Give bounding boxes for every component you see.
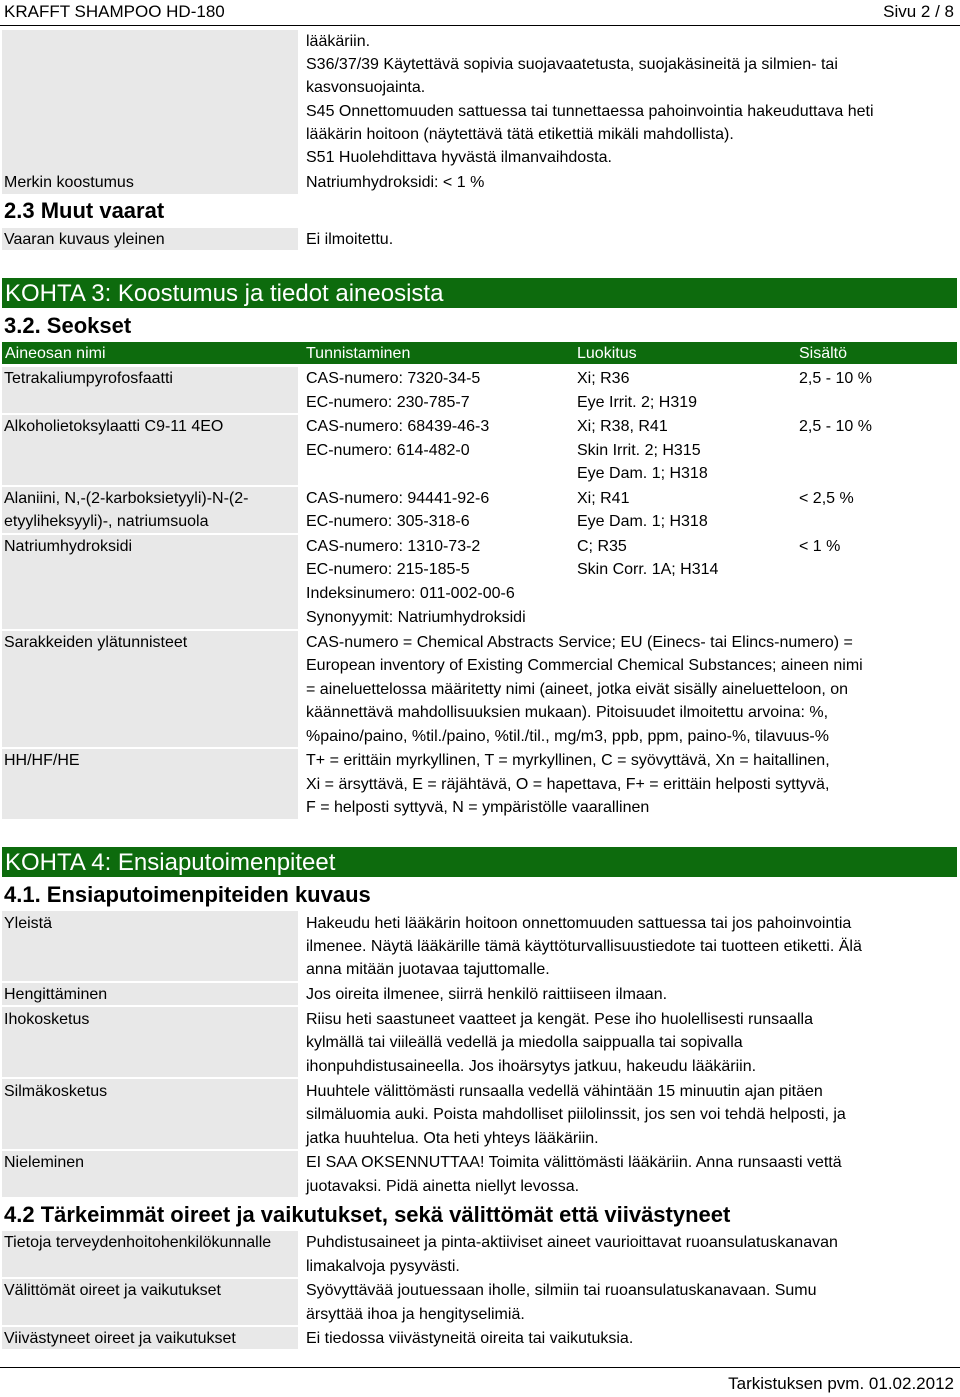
merkin-value: Natriumhydroksidi: < 1 %	[306, 174, 485, 191]
item-label: Silmäkosketus	[4, 1083, 108, 1100]
section3-title: KOHTA 3: Koostumus ja tiedot aineosista	[5, 280, 444, 307]
ingredient-content: 2,5 - 10 %	[799, 418, 872, 435]
item-label: Ihokosketus	[4, 1011, 90, 1028]
item-line: Jos oireita ilmenee, siirrä henkilö raittiiseen ilmaan.	[306, 986, 668, 1003]
ingredient-class: C; R35	[577, 538, 627, 555]
note-line: %paino/paino, %til./paino, %til./til., mg/m3, ppb, ppm, paino-%, tilavuus-%	[306, 728, 829, 745]
ingredient-name: Alkoholietoksylaatti C9-11 4EO	[4, 418, 224, 435]
s-phrase-line: S45 Onnettomuuden sattuessa tai tunnettaessa pahoinvointia hakeuduttava heti	[306, 103, 874, 120]
note-label: HH/HF/HE	[4, 752, 80, 769]
ingredient-name: etyyliheksyyli)-, natriumsuola	[4, 513, 209, 530]
ingredient-content: < 1 %	[799, 538, 841, 555]
ingredient-ident: CAS-numero: 94441-92-6	[306, 490, 490, 507]
ingredient-class: Eye Dam. 1; H318	[577, 465, 708, 482]
item-label: Hengittäminen	[4, 986, 108, 1003]
ingredient-content: 2,5 - 10 %	[799, 370, 872, 387]
note-line: European inventory of Existing Commercial Chemical Substances; aineen nimi	[306, 657, 863, 674]
vaaran-label: Vaaran kuvaus yleinen	[4, 231, 165, 248]
ingredient-ident: Synonyymit: Natriumhydroksidi	[306, 609, 526, 626]
s-phrase-line: S36/37/39 Käytettävä sopivia suojavaatetusta, suojakäsineitä ja silmien- tai	[306, 56, 838, 73]
ingredient-ident: Indeksinumero: 011-002-00-6	[306, 585, 515, 602]
ingredient-class: Eye Dam. 1; H318	[577, 513, 708, 530]
hazard-label-background	[2, 30, 298, 172]
ingredient-name: Natriumhydroksidi	[4, 538, 133, 555]
item-line: kylmällä tai viileällä vedellä ja miedolla saippualla tai sopivalla	[306, 1034, 743, 1051]
merkin-label: Merkin koostumus	[4, 174, 134, 191]
item-label: Tietoja terveydenhoitohenkilökunnalle	[4, 1234, 272, 1251]
note-line: = aineluettelossa määritetty nimi (aineet, jotka eivät sisälly aineluetteloon, on	[306, 681, 849, 698]
item-line: Puhdistusaineet ja pinta-aktiiviset aineet vaurioittavat ruoansulatuskanavan	[306, 1234, 838, 1251]
ingredient-class: Skin Corr. 1A; H314	[577, 561, 719, 578]
item-line: Syövyttävää joutuessaan iholle, silmiin tai ruoansulatuskanavaan. Sumu	[306, 1282, 817, 1299]
col-header-name: Aineosan nimi	[5, 345, 106, 362]
item-line: EI SAA OKSENNUTTAA! Toimita välittömästi lääkäriin. Anna runsaasti vettä	[306, 1154, 842, 1171]
section4-subtitle: 4.1. Ensiaputoimenpiteiden kuvaus	[4, 882, 371, 907]
vaaran-value: Ei ilmoitettu.	[306, 231, 394, 248]
s-phrase-line: lääkäriin.	[306, 33, 371, 50]
ingredient-class: Skin Irrit. 2; H315	[577, 442, 701, 459]
ingredient-ident: CAS-numero: 1310-73-2	[306, 538, 481, 555]
item-line: silmäluomia auki. Poista mahdolliset piilolinssit, jos sen voi tehdä helposti, ja	[306, 1106, 846, 1123]
item-line: ilmenee. Näytä lääkärille tämä käyttöturvallisuustiedote tai tuotteen etiketti. Älä	[306, 938, 862, 955]
section3-subtitle: 3.2. Seokset	[4, 313, 132, 338]
section4-title: KOHTA 4: Ensiaputoimenpiteet	[5, 849, 336, 876]
s-phrase-line: lääkärin hoitoon (näytettävä tätä etikettiä mikäli mahdollista).	[306, 126, 734, 143]
ingredient-ident: CAS-numero: 7320-34-5	[306, 370, 481, 387]
item-line: Riisu heti saastuneet vaatteet ja kengät. Pese iho huolellisesti runsaalla	[306, 1011, 813, 1028]
item-line: Hakeudu heti lääkärin hoitoon onnettomuuden sattuessa tai jos pahoinvointia	[306, 915, 852, 932]
muut-vaarat-title: 2.3 Muut vaarat	[4, 198, 165, 223]
item-line: Huuhtele välittömästi runsaalla vedellä vähintään 15 minuutin ajan pitäen	[306, 1083, 823, 1100]
ingredient-ident: EC-numero: 230-785-7	[306, 394, 470, 411]
item-line: jatka huuhtelua. Ota heti yhteys lääkäriin.	[306, 1130, 599, 1147]
page-number: Sivu 2 / 8	[883, 2, 954, 21]
ingredient-ident: EC-numero: 614-482-0	[306, 442, 470, 459]
item-line: ärsyttää ihoa ja hengityselimiä.	[306, 1306, 525, 1323]
ingredient-name: Alaniini, N,-(2-karboksietyyli)-N-(2-	[4, 490, 249, 507]
s-phrase-line: S51 Huolehdittava hyvästä ilmanvaihdosta.	[306, 149, 612, 166]
ingredient-ident: CAS-numero: 68439-46-3	[306, 418, 490, 435]
note-label: Sarakkeiden ylätunnisteet	[4, 634, 188, 651]
revision-date: Tarkistuksen pvm. 01.02.2012	[728, 1374, 954, 1393]
ingredient-class: Eye Irrit. 2; H319	[577, 394, 698, 411]
item-line: ihonpuhdistusaineella. Jos ihoärsytys jatkuu, hakeudu lääkäriin.	[306, 1058, 757, 1075]
item-line: Ei tiedossa viivästyneitä oireita tai vaikutuksia.	[306, 1330, 634, 1347]
note-line: F = helposti syttyvä, N = ympäristölle vaarallinen	[306, 799, 650, 816]
item-label: Yleistä	[4, 915, 53, 932]
note-line: Xi = ärsyttävä, E = räjähtävä, O = hapettava, F+ = erittäin helposti syttyvä,	[306, 776, 830, 793]
item-line: limakalvoja pysyvästi.	[306, 1258, 460, 1275]
note-line: T+ = erittäin myrkyllinen, T = myrkyllinen, C = syövyttävä, Xn = haitallinen,	[306, 752, 830, 769]
ingredient-ident: EC-numero: 305-318-6	[306, 513, 470, 530]
col-header-class: Luokitus	[577, 345, 637, 362]
header-divider	[0, 25, 960, 26]
ingredient-class: Xi; R36	[577, 370, 630, 387]
item-label: Viivästyneet oireet ja vaikutukset	[4, 1330, 236, 1347]
section4-subtitle2: 4.2 Tärkeimmät oireet ja vaikutukset, sekä välittömät että viivästyneet	[4, 1202, 731, 1227]
note-line: käännettävä mahdollisuuksien mukaan). Pitoisuudet ilmoitettu arvoina: %,	[306, 704, 829, 721]
item-label: Välittömät oireet ja vaikutukset	[4, 1282, 221, 1299]
ingredient-class: Xi; R41	[577, 490, 630, 507]
item-line: anna mitään juotavaa tajuttomalle.	[306, 961, 550, 978]
ingredient-content: < 2,5 %	[799, 490, 854, 507]
ingredient-class: Xi; R38, R41	[577, 418, 668, 435]
ingredient-ident: EC-numero: 215-185-5	[306, 561, 470, 578]
col-header-ident: Tunnistaminen	[306, 345, 411, 362]
col-header-content: Sisältö	[799, 345, 848, 362]
footer-divider	[0, 1367, 960, 1368]
product-name: KRAFFT SHAMPOO HD-180	[4, 2, 225, 21]
note-line: CAS-numero = Chemical Abstracts Service; EU (Einecs- tai Elincs-numero) =	[306, 634, 853, 651]
page-header	[0, 0, 960, 24]
item-line: juotavaksi. Pidä ainetta niellyt levossa.	[306, 1178, 580, 1195]
item-label: Nieleminen	[4, 1154, 85, 1171]
ingredient-name: Tetrakaliumpyrofosfaatti	[4, 370, 173, 387]
s-phrase-line: kasvonsuojainta.	[306, 79, 426, 96]
